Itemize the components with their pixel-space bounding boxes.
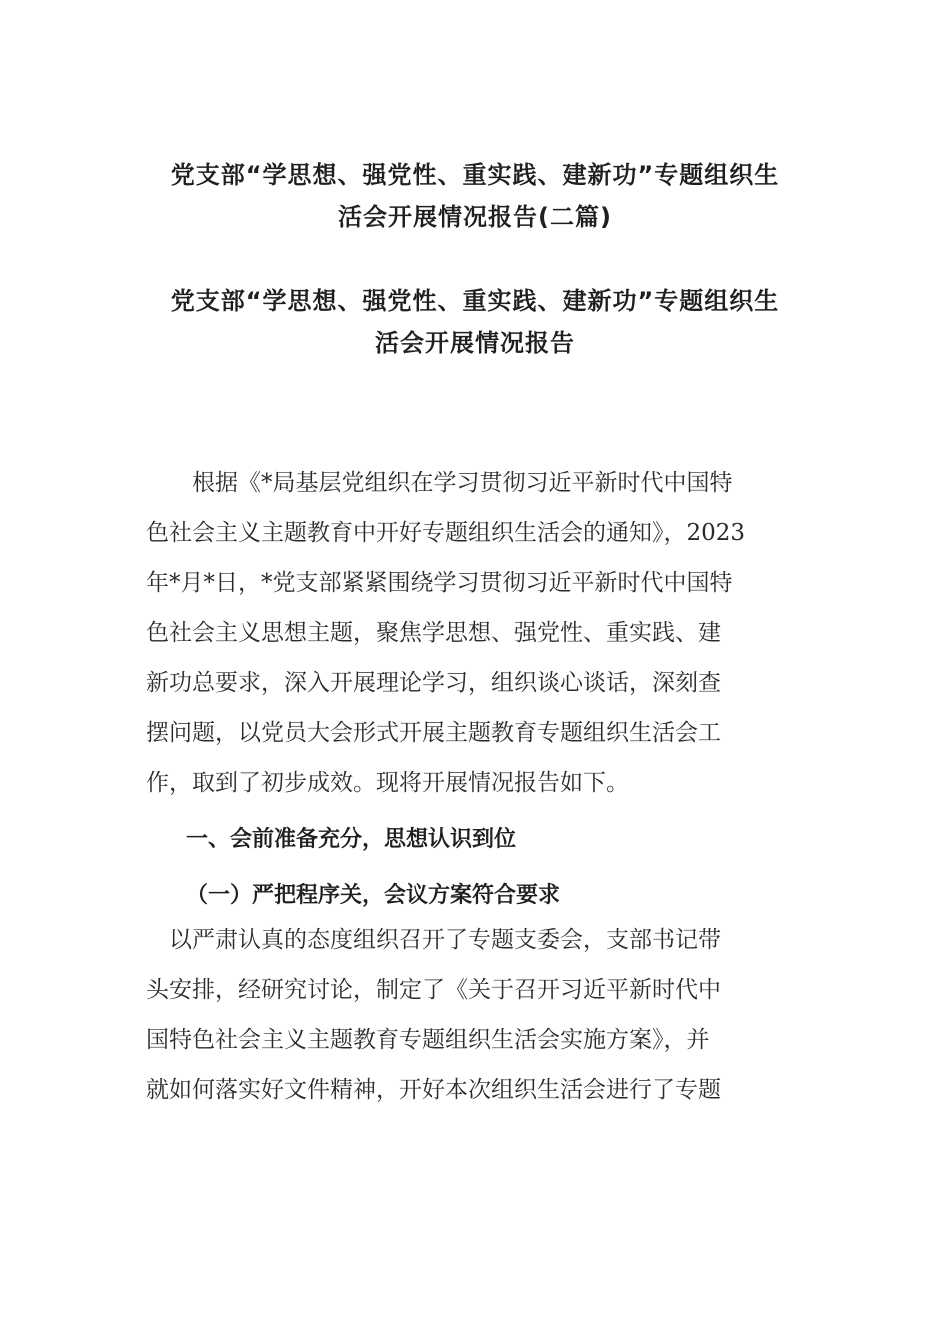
subtitle-line-1: 党支部“学思想、强党性、重实践、建新功”专题组织生: [170, 287, 780, 315]
paragraph-line: 根据《*局基层党组织在学习贯彻习近平新时代中国特: [146, 470, 733, 496]
paragraph-line: 色社会主义主题教育中开好专题组织生活会的通知》，2023: [146, 520, 746, 546]
paragraph-line: 作，取到了初步成效。现将开展情况报告如下。: [146, 770, 629, 796]
section-heading-1: 一、会前准备充分，思想认识到位: [186, 827, 517, 852]
subtitle-line-2: 活会开展情况报告: [375, 329, 575, 357]
subsection-heading-1: （一）严把程序关，会议方案符合要求: [186, 883, 561, 908]
paragraph-line: 摆问题，以党员大会形式开展主题教育专题组织生活会工: [146, 720, 721, 746]
document-title: [148, 154, 802, 238]
paragraph-intro: [146, 458, 806, 808]
paragraph-preparation: [146, 915, 806, 1115]
title-line-1: 党支部“学思想、强党性、重实践、建新功”专题组织生: [170, 161, 780, 189]
paragraph-line: 新功总要求，深入开展理论学习，组织谈心谈话，深刻查: [146, 670, 721, 696]
paragraph-line: 就如何落实好文件精神，开好本次组织生活会进行了专题: [146, 1077, 721, 1103]
document-subtitle: [148, 280, 802, 364]
title-line-2: 活会开展情况报告(二篇): [338, 203, 612, 231]
paragraph-line: 国特色社会主义主题教育专题组织生活会实施方案》，并: [146, 1027, 710, 1053]
paragraph-line: 以严肃认真的态度组织召开了专题支委会，支部书记带: [146, 927, 721, 953]
paragraph-line: 色社会主义思想主题，聚焦学思想、强党性、重实践、建: [146, 620, 721, 646]
paragraph-line: 头安排，经研究讨论，制定了《关于召开习近平新时代中: [146, 977, 721, 1003]
paragraph-line: 年*月*日，*党支部紧紧围绕学习贯彻习近平新时代中国特: [146, 570, 733, 596]
